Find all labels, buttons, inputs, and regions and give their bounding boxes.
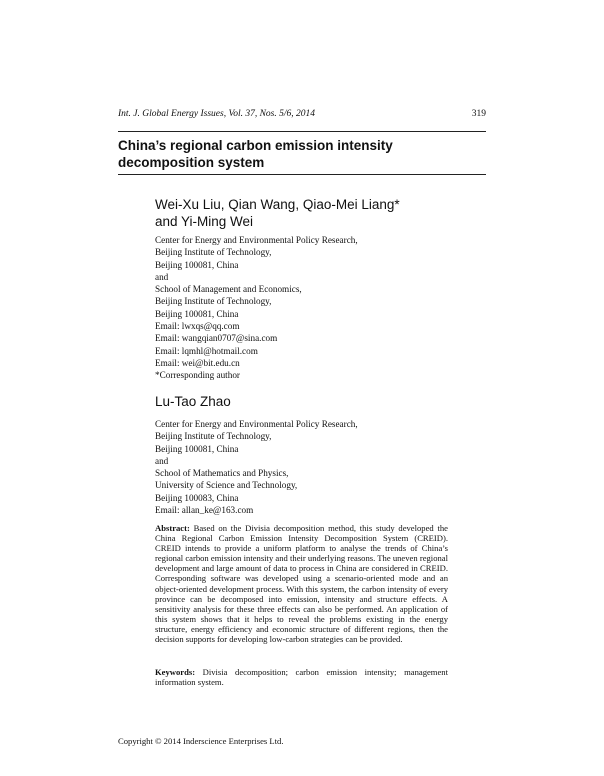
affiliation-line: School of Mathematics and Physics,: [155, 468, 289, 479]
journal-citation: Int. J. Global Energy Issues, Vol. 37, Nos. 5/6, 2014: [118, 109, 316, 119]
paper-title-line-1: China’s regional carbon emission intensity: [118, 138, 393, 153]
title-top-rule: [118, 131, 486, 132]
affiliation-line: University of Science and Technology,: [155, 480, 298, 491]
author-list-1: [155, 196, 475, 230]
paper-title: [118, 137, 486, 171]
affiliation-block-1: [155, 234, 455, 382]
affiliation-line: Beijing 100081, China: [155, 308, 239, 319]
email-line: Email: lqmhl@hotmail.com: [155, 345, 258, 356]
email-line: Email: wangqian0707@sina.com: [155, 333, 278, 344]
affiliation-line: Center for Energy and Environmental Policy Research,: [155, 419, 358, 429]
title-bottom-rule: [118, 174, 486, 175]
email-line: Email: lwxqs@qq.com: [155, 321, 240, 332]
affiliation-block-2: [155, 418, 455, 516]
running-header: [118, 109, 486, 123]
page-number: 319: [471, 109, 486, 119]
copyright-notice: Copyright © 2014 Inderscience Enterprises Ltd.: [118, 736, 284, 746]
author-line-1: Wei-Xu Liu, Qian Wang, Qiao-Mei Liang*: [155, 197, 400, 212]
affiliation-line: Beijing Institute of Technology,: [155, 296, 272, 307]
email-line: Email: allan_ke@163.com: [155, 505, 254, 516]
affiliation-line: Beijing 100083, China: [155, 492, 239, 503]
author-list-2: [155, 393, 475, 410]
abstract-label: Abstract:: [155, 523, 190, 533]
affiliation-line: and: [155, 271, 169, 282]
corresponding-author-note: *Corresponding author: [155, 370, 240, 381]
affiliation-line: Beijing 100081, China: [155, 443, 239, 454]
affiliation-line: Beijing 100081, China: [155, 259, 239, 270]
affiliation-line: Beijing Institute of Technology,: [155, 247, 272, 258]
author-line-2: and Yi-Ming Wei: [155, 214, 254, 229]
abstract-text: Based on the Divisia decomposition method, this study developed the China Regional Carbon Emission Intensity Decomposition System (CREID). CREID intends to provide a uniform platform to analyse the trends of China’s regional carbon emission intensity and their underlying reasons. The uneven regional development and large amount of data to process in China are considered in CREID. Corresponding software was developed using a scenario-oriented mode and an object-oriented development process. With this system, the carbon intensity of every province can be decomposed into emission, intensity and structure effects. A sensitivity analysis for these three effects can also be performed. An application of this system shows that it helps to reveal the problems existing in the energy structure, energy efficiency and economic structure of different regions, then the decision supports for developing low-carbon strategies can be provided.: [155, 523, 448, 645]
keywords-label: Keywords:: [155, 667, 196, 677]
author-line-3: Lu-Tao Zhao: [155, 394, 231, 409]
affiliation-line: Center for Energy and Environmental Policy Research,: [155, 235, 358, 245]
abstract: [155, 523, 448, 644]
affiliation-line: and: [155, 455, 169, 466]
affiliation-line: Beijing Institute of Technology,: [155, 431, 272, 442]
keywords-text: Divisia decomposition; carbon emission intensity; management information system.: [155, 667, 448, 688]
keywords: [155, 667, 448, 687]
affiliation-line: School of Management and Economics,: [155, 284, 302, 295]
paper-title-line-2: decomposition system: [118, 155, 265, 170]
email-line: Email: wei@bit.edu.cn: [155, 357, 240, 368]
